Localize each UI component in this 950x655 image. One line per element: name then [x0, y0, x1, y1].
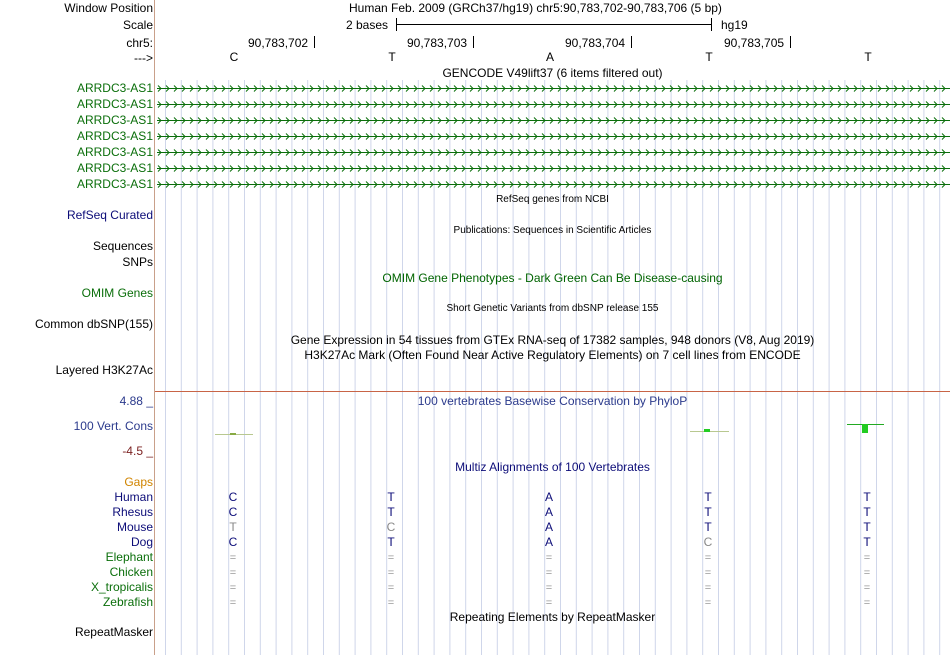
species-label[interactable]: Chicken: [109, 565, 153, 579]
phylop-min-label: -4.5 _: [122, 444, 153, 458]
alignment-base: A: [544, 535, 553, 549]
scale-label: Scale: [122, 18, 153, 32]
alignment-base: C: [228, 490, 238, 504]
alignment-base: C: [228, 505, 238, 519]
alignment-base: T: [863, 520, 871, 534]
coord-label: 90,783,703: [407, 36, 468, 50]
alignment-base: =: [387, 582, 395, 594]
reference-base: T: [864, 50, 872, 64]
alignment-base: T: [863, 490, 871, 504]
gencode-item-label[interactable]: ARRDC3-AS1: [76, 81, 153, 95]
reference-base: T: [705, 50, 713, 64]
alignment-base: =: [863, 597, 871, 609]
alignment-base: =: [387, 597, 395, 609]
alignment-base: =: [545, 567, 553, 579]
phylop-max-label: 4.88 _: [119, 394, 153, 408]
gencode-track-title[interactable]: GENCODE V49lift37 (6 items filtered out): [442, 66, 663, 80]
species-label[interactable]: X_tropicalis: [90, 580, 153, 594]
phylop-signal: [215, 424, 884, 435]
alignment-base: C: [703, 535, 713, 549]
reference-base: T: [388, 50, 396, 64]
species-label[interactable]: Elephant: [105, 550, 153, 564]
alignment-base: =: [863, 582, 871, 594]
alignment-base: T: [704, 505, 712, 519]
refseq-track-label[interactable]: RefSeq Curated: [66, 208, 153, 222]
alignment-base: =: [863, 552, 871, 564]
reference-base: A: [545, 50, 554, 64]
scale-bar: [396, 18, 712, 31]
alignment-base: =: [545, 552, 553, 564]
repeatmasker-track-title[interactable]: Repeating Elements by RepeatMasker: [449, 610, 656, 624]
alignment-base: T: [387, 535, 395, 549]
alignment-base: =: [704, 582, 712, 594]
phylop-track-title[interactable]: 100 vertebrates Basewise Conservation by PhyloP: [417, 394, 688, 408]
multiz-track-title[interactable]: Multiz Alignments of 100 Vertebrates: [455, 460, 650, 474]
alignment-base: =: [704, 597, 712, 609]
alignment-base: =: [545, 597, 553, 609]
alignment-base: T: [863, 535, 871, 549]
gtex-track-title[interactable]: Gene Expression in 54 tissues from GTEx RNA-seq of 17382 samples, 948 donors (V8, Aug 2019): [290, 333, 815, 347]
conservation-track-label[interactable]: 100 Vert. Cons: [73, 419, 153, 433]
gaps-label: Gaps: [124, 475, 153, 489]
alignment-base: =: [229, 597, 237, 609]
window-position-text: Human Feb. 2009 (GRCh37/hg19) chr5:90,783,702-90,783,706 (5 bp): [349, 1, 722, 15]
alignment-base: =: [229, 582, 237, 594]
alignment-base: C: [228, 535, 238, 549]
window-position-label: Window Position: [64, 1, 153, 15]
gencode-item-label[interactable]: ARRDC3-AS1: [76, 129, 153, 143]
species-label[interactable]: Human: [114, 490, 153, 504]
h3k27ac-track-label[interactable]: Layered H3K27Ac: [55, 363, 153, 377]
coord-label: 90,783,704: [565, 36, 626, 50]
alignment-base: =: [704, 552, 712, 564]
coord-label: 90,783,702: [248, 36, 309, 50]
species-label[interactable]: Zebrafish: [102, 595, 153, 609]
alignment-base: =: [229, 567, 237, 579]
chrom-label: chr5:: [126, 36, 153, 50]
alignment-base: T: [229, 520, 237, 534]
alignment-base: T: [863, 505, 871, 519]
repeatmasker-track-label[interactable]: RepeatMasker: [74, 625, 153, 639]
scale-text: 2 bases: [346, 18, 389, 32]
dbsnp-track-label[interactable]: Common dbSNP(155): [34, 317, 153, 331]
alignment-base: =: [863, 567, 871, 579]
strand-label: --->: [134, 51, 153, 65]
scale-assembly: hg19: [721, 18, 748, 32]
publications-track-title[interactable]: Publications: Sequences in Scientific Articles: [453, 225, 652, 236]
gencode-item-label[interactable]: ARRDC3-AS1: [76, 161, 153, 175]
alignment-base: =: [387, 567, 395, 579]
alignment-base: T: [387, 505, 395, 519]
alignment-base: T: [704, 520, 712, 534]
alignment-base: =: [704, 567, 712, 579]
alignment-base: =: [545, 582, 553, 594]
dbsnp-track-title[interactable]: Short Genetic Variants from dbSNP release 155: [446, 303, 659, 314]
coord-label: 90,783,705: [724, 36, 785, 50]
reference-base: C: [229, 50, 239, 64]
species-label[interactable]: Mouse: [116, 520, 153, 534]
alignment-base: A: [544, 490, 553, 504]
alignment-base: =: [387, 552, 395, 564]
alignment-base: A: [544, 520, 553, 534]
alignment-base: T: [387, 490, 395, 504]
omim-track-label[interactable]: OMIM Genes: [81, 286, 153, 300]
alignment-base: A: [544, 505, 553, 519]
species-label[interactable]: Dog: [130, 535, 153, 549]
gencode-item-label[interactable]: ARRDC3-AS1: [76, 113, 153, 127]
gencode-item-label[interactable]: ARRDC3-AS1: [76, 145, 153, 159]
snps-track-label[interactable]: SNPs: [122, 255, 153, 269]
sequences-track-label[interactable]: Sequences: [92, 239, 153, 253]
gencode-item-label[interactable]: ARRDC3-AS1: [76, 177, 153, 191]
species-label[interactable]: Rhesus: [112, 505, 153, 519]
alignment-base: C: [386, 520, 396, 534]
h3k27ac-track-title[interactable]: H3K27Ac Mark (Often Found Near Active Regulatory Elements) on 7 cell lines from ENCODE: [304, 348, 801, 362]
omim-track-title[interactable]: OMIM Gene Phenotypes - Dark Green Can Be Disease-causing: [382, 271, 723, 285]
alignment-base: =: [229, 552, 237, 564]
coordinate-ticks: [315, 36, 791, 48]
gencode-item-label[interactable]: ARRDC3-AS1: [76, 97, 153, 111]
alignment-base: T: [704, 490, 712, 504]
refseq-track-title[interactable]: RefSeq genes from NCBI: [496, 194, 609, 205]
